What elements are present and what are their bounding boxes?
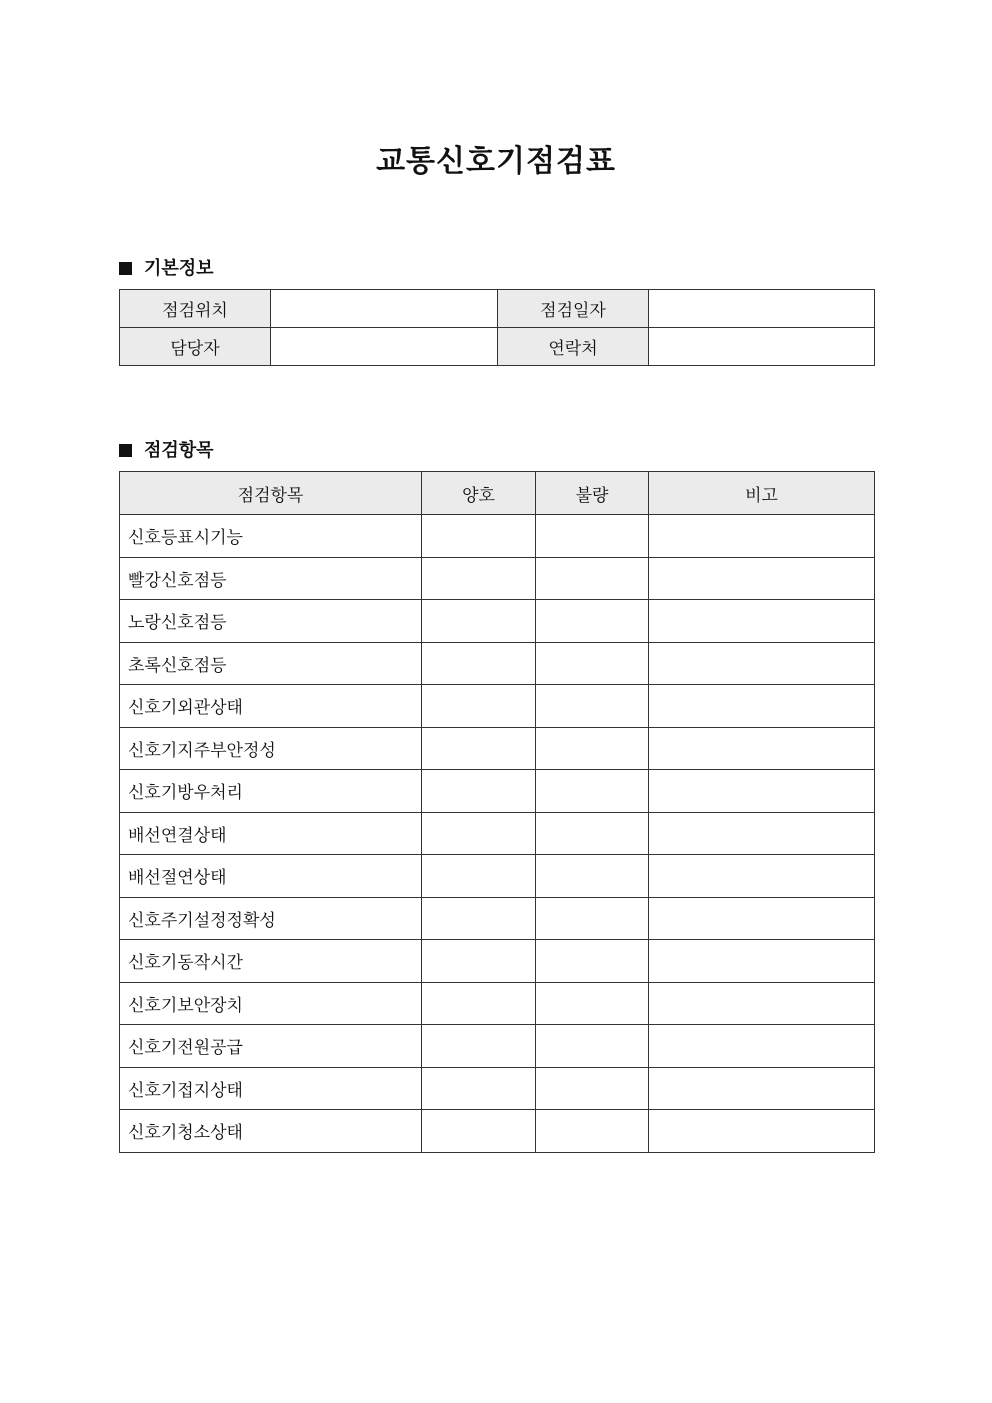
remarks-cell[interactable] (649, 685, 875, 728)
remarks-cell[interactable] (649, 812, 875, 855)
good-checkbox-cell[interactable] (422, 600, 536, 643)
bad-checkbox-cell[interactable] (536, 855, 649, 898)
bad-checkbox-cell[interactable] (536, 770, 649, 813)
checklist-item-label: 배선절연상태 (120, 855, 422, 898)
checklist-item-label: 신호기외관상태 (120, 685, 422, 728)
basic-info-heading (119, 254, 214, 280)
table-row (120, 328, 875, 366)
table-row (120, 557, 875, 600)
checklist-item-label: 노랑신호점등 (120, 600, 422, 643)
basic-info-table (119, 289, 875, 366)
bad-checkbox-cell[interactable] (536, 982, 649, 1025)
good-checkbox-cell[interactable] (422, 1025, 536, 1068)
checklist-item-label: 신호주기설정정확성 (120, 897, 422, 940)
good-checkbox-cell[interactable] (422, 685, 536, 728)
contact-label: 연락처 (498, 328, 649, 366)
checklist-item-label: 신호등표시기능 (120, 515, 422, 558)
bad-checkbox-cell[interactable] (536, 1110, 649, 1153)
checklist-item-label: 빨강신호점등 (120, 557, 422, 600)
bad-checkbox-cell[interactable] (536, 940, 649, 983)
remarks-cell[interactable] (649, 982, 875, 1025)
bad-checkbox-cell[interactable] (536, 897, 649, 940)
table-row (120, 515, 875, 558)
location-field[interactable] (271, 290, 498, 328)
remarks-cell[interactable] (649, 1110, 875, 1153)
remarks-cell[interactable] (649, 727, 875, 770)
checklist-item-label: 신호기방우처리 (120, 770, 422, 813)
good-checkbox-cell[interactable] (422, 1110, 536, 1153)
bad-checkbox-cell[interactable] (536, 1025, 649, 1068)
checklist-item-label: 신호기청소상태 (120, 1110, 422, 1153)
checklist-item-label: 신호기보안장치 (120, 982, 422, 1025)
good-checkbox-cell[interactable] (422, 897, 536, 940)
bad-checkbox-cell[interactable] (536, 1067, 649, 1110)
good-checkbox-cell[interactable] (422, 982, 536, 1025)
column-header-good: 양호 (422, 472, 536, 515)
remarks-cell[interactable] (649, 940, 875, 983)
column-header-remarks: 비고 (649, 472, 875, 515)
remarks-cell[interactable] (649, 1025, 875, 1068)
checklist-item-label: 신호기접지상태 (120, 1067, 422, 1110)
basic-info-heading-text: 기본정보 (144, 258, 214, 279)
bad-checkbox-cell[interactable] (536, 812, 649, 855)
remarks-cell[interactable] (649, 600, 875, 643)
table-row (120, 727, 875, 770)
bad-checkbox-cell[interactable] (536, 557, 649, 600)
square-bullet-icon (119, 262, 132, 275)
table-row (120, 770, 875, 813)
checklist-item-label: 신호기전원공급 (120, 1025, 422, 1068)
checklist-item-label: 배선연결상태 (120, 812, 422, 855)
table-row (120, 982, 875, 1025)
table-row (120, 290, 875, 328)
table-row (120, 642, 875, 685)
column-header-item: 점검항목 (120, 472, 422, 515)
bad-checkbox-cell[interactable] (536, 685, 649, 728)
table-row (120, 855, 875, 898)
good-checkbox-cell[interactable] (422, 727, 536, 770)
table-row (120, 940, 875, 983)
remarks-cell[interactable] (649, 515, 875, 558)
checklist-heading (119, 436, 214, 462)
contact-field[interactable] (649, 328, 875, 366)
remarks-cell[interactable] (649, 1067, 875, 1110)
table-row (120, 685, 875, 728)
bad-checkbox-cell[interactable] (536, 727, 649, 770)
remarks-cell[interactable] (649, 897, 875, 940)
bad-checkbox-cell[interactable] (536, 642, 649, 685)
table-row (120, 1110, 875, 1153)
good-checkbox-cell[interactable] (422, 770, 536, 813)
table-row (120, 897, 875, 940)
manager-field[interactable] (271, 328, 498, 366)
checklist-item-label: 신호기지주부안정성 (120, 727, 422, 770)
table-row (120, 1025, 875, 1068)
good-checkbox-cell[interactable] (422, 642, 536, 685)
remarks-cell[interactable] (649, 642, 875, 685)
square-bullet-icon (119, 444, 132, 457)
date-field[interactable] (649, 290, 875, 328)
bad-checkbox-cell[interactable] (536, 600, 649, 643)
date-label: 점검일자 (498, 290, 649, 328)
table-header-row (120, 472, 875, 515)
checklist-heading-text: 점검항목 (144, 440, 214, 461)
good-checkbox-cell[interactable] (422, 812, 536, 855)
manager-label: 담당자 (120, 328, 271, 366)
remarks-cell[interactable] (649, 770, 875, 813)
table-row (120, 1067, 875, 1110)
good-checkbox-cell[interactable] (422, 515, 536, 558)
location-label: 점검위치 (120, 290, 271, 328)
bad-checkbox-cell[interactable] (536, 515, 649, 558)
good-checkbox-cell[interactable] (422, 1067, 536, 1110)
column-header-bad: 불량 (536, 472, 649, 515)
good-checkbox-cell[interactable] (422, 940, 536, 983)
table-row (120, 812, 875, 855)
table-row (120, 600, 875, 643)
good-checkbox-cell[interactable] (422, 557, 536, 600)
checklist-table (119, 471, 875, 1153)
page-title: 교통신호기점검표 (376, 144, 616, 179)
remarks-cell[interactable] (649, 855, 875, 898)
good-checkbox-cell[interactable] (422, 855, 536, 898)
checklist-item-label: 초록신호점등 (120, 642, 422, 685)
remarks-cell[interactable] (649, 557, 875, 600)
checklist-item-label: 신호기동작시간 (120, 940, 422, 983)
